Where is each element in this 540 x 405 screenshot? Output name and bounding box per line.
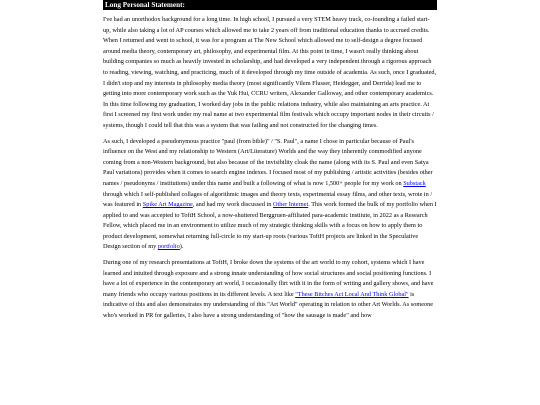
substack-link[interactable]: Substack: [403, 179, 426, 187]
document-page: [103, 0, 437, 322]
text-article-link[interactable]: "These Bitches Act Local And Think Global": [295, 290, 409, 298]
paragraph-text: As such, I developed a pseudonymous practice "paul (from bible)" / "S. Paul", a name I chose in particular because of Paul's influence on the West and my relationship to Western (Art/Literature) Worlds and the way they inherently commodified anyone coming from a non-Western background, but also because of the invisibility cloak the name (along with its S. Paul and even Satya Paul variations) provides when it comes to search engine indexes. I focused most of my publishing / artistic activities (besides other names / pseudonyms / institutions) under this name and built a following of what is now 1,500+ people for my work on: [103, 137, 433, 187]
paragraph-text: is indicative of this and also demonstrates my understanding of this "Art World" operating in relation to other Art Worlds. As someone who's worked in PR for galleries, I also have a strong understanding of "how the sausage is made" and how: [103, 290, 434, 320]
paragraph-text: through which I self-published collages of algorithmic images and theory texts, experimental essay films, and other texts, wrote in / was featured in: [103, 190, 433, 209]
paragraph-text: During one of my research presentations at ToftH, I broke down the systems of the art world to my cohort, systems which I have learned and intuited through exposure and a strong innate understanding of how social structures and social positioning functions. I have a lot of experience in the contemporary art world, I occasionally flirt with it in the form of writing and gallery shows, and have many friends who occupy various positions in its different levels. A text like: [103, 259, 434, 298]
paragraph-background: I've had an unorthodox background for a long time. In high school, I pursued a very STEM heavy track, co-founding a failed start-up, while also taking a lot of AP courses which allowed me to take 2 years off from traditional education thanks to accrued credits. When I returned and went to school, it was for a program at The New School which allowed me to self-design a degree focused around media theory, contemporary art, philosophy, and experimental film. At this point in time, I wasn't really thinking about building companies so much as heavily invested in scholarship, and had developed a very independent through a rigorous approach to reading, viewing, watching, and practicing, much of it developed through my time outside of academia. As such, once I graduated, I didn't stop and my interests in philosophy media theory (most significantly Vilem Flusser, Heidegger, and Derrida) lead me to getting into more contemporary work such as the Yuk Hui, CCRU writers, Alexander Galloway, and other contemporary academics. In this time following my graduation, I worked day jobs in the public relations industry, while also maintaining an arts practice. At first I screened my first work under my real name at two experimental film festivals which occupy important nodes in their circuits / systems, though I could tell that this was a system that was failing and not constructed for the changing times.: [103, 16, 437, 129]
section-header: Long Personal Statement:: [103, 0, 437, 10]
spike-art-magazine-link[interactable]: Spike Art Magazine: [142, 201, 193, 209]
paragraph-text: , and had my work discussed in: [192, 201, 273, 209]
paragraph-art-world: [103, 258, 437, 322]
paragraph-pseudonymous-practice: [103, 137, 437, 254]
other-internet-link[interactable]: Other Internet: [272, 201, 309, 209]
portfolio-link[interactable]: portfolio: [157, 243, 180, 251]
paragraph-text: ).: [179, 243, 184, 251]
paragraph-text: . This work formed the bulk of my portfolio when I applied to and was accepted to ToftH School, a now-shuttered Berggruen-affiliated para-academic institute, in 2022 as a Research Fellow, which placed me in an environment to utilize much of my strategic thinking skills with a focus on how to apply them to product development, somewhat returning full-circle to my start-up roots (various ToftH projects are linked in the Speculative Design section of my: [103, 201, 437, 251]
